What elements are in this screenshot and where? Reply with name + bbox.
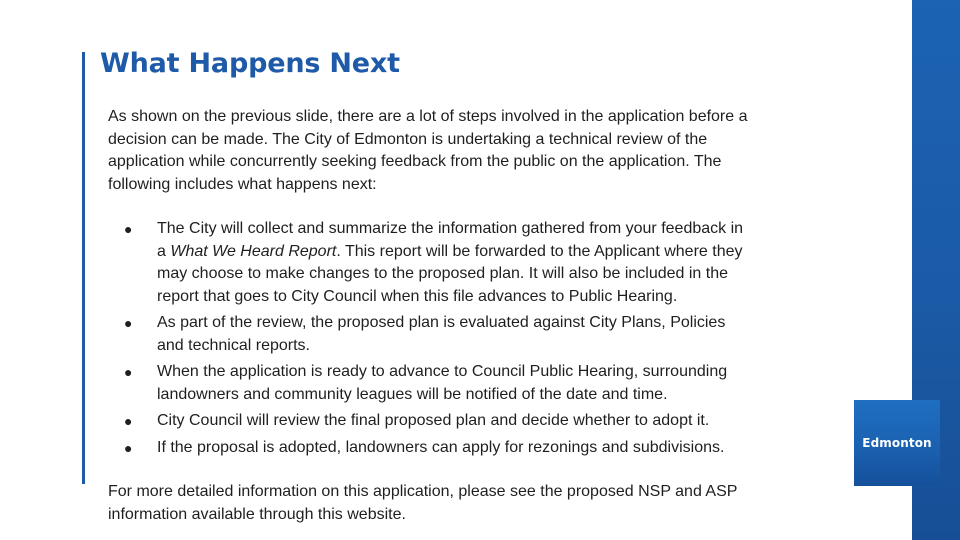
list-item-text: If the proposal is adopted, landowners can apply for rezonings and subdivisions. <box>157 438 725 456</box>
logo-wordmark: Edmonton <box>862 436 932 450</box>
bullet-icon: ● <box>124 364 133 380</box>
list-item-text: When the application is ready to advance to Council Public Hearing, surrounding landowners and community leagues will be notified of the date and time. <box>157 363 728 403</box>
list-item-text: The City will collect and summarize the information gathered from your feedback in a What We Heard Report. This report will be forwarded to the Applicant where they may choose to make changes to the proposed plan. It will also be included in the report that goes to City Council when this file advances to Public Hearing. <box>157 220 744 305</box>
list-item <box>108 312 748 357</box>
list-item <box>108 437 748 460</box>
intro-paragraph: As shown on the previous slide, there are a lot of steps involved in the application before a decision can be made. The City of Edmonton is undertaking a technical review of the application while concurrently seeking feedback from the public on the application. The following includes what happens next: <box>108 108 748 193</box>
list-item <box>108 218 748 308</box>
list-item <box>108 410 748 433</box>
body-content <box>108 106 748 526</box>
edmonton-logo <box>854 400 940 486</box>
bullet-icon: ● <box>124 413 133 429</box>
bullet-icon: ● <box>124 315 133 331</box>
accent-rule <box>82 52 85 484</box>
report-name: What We Heard Report <box>170 242 337 260</box>
list-item-text: City Council will review the final proposed plan and decide whether to adopt it. <box>157 412 710 429</box>
next-steps-list <box>108 218 748 459</box>
bullet-icon: ● <box>124 221 133 237</box>
page-title: What Happens Next <box>100 48 400 79</box>
closing-paragraph: For more detailed information on this application, please see the proposed NSP and ASP information available through this website. <box>108 483 738 523</box>
list-item <box>108 361 748 406</box>
list-item-text: As part of the review, the proposed plan is evaluated against City Plans, Policies and technical reports. <box>157 314 726 354</box>
bullet-icon: ● <box>124 439 133 456</box>
